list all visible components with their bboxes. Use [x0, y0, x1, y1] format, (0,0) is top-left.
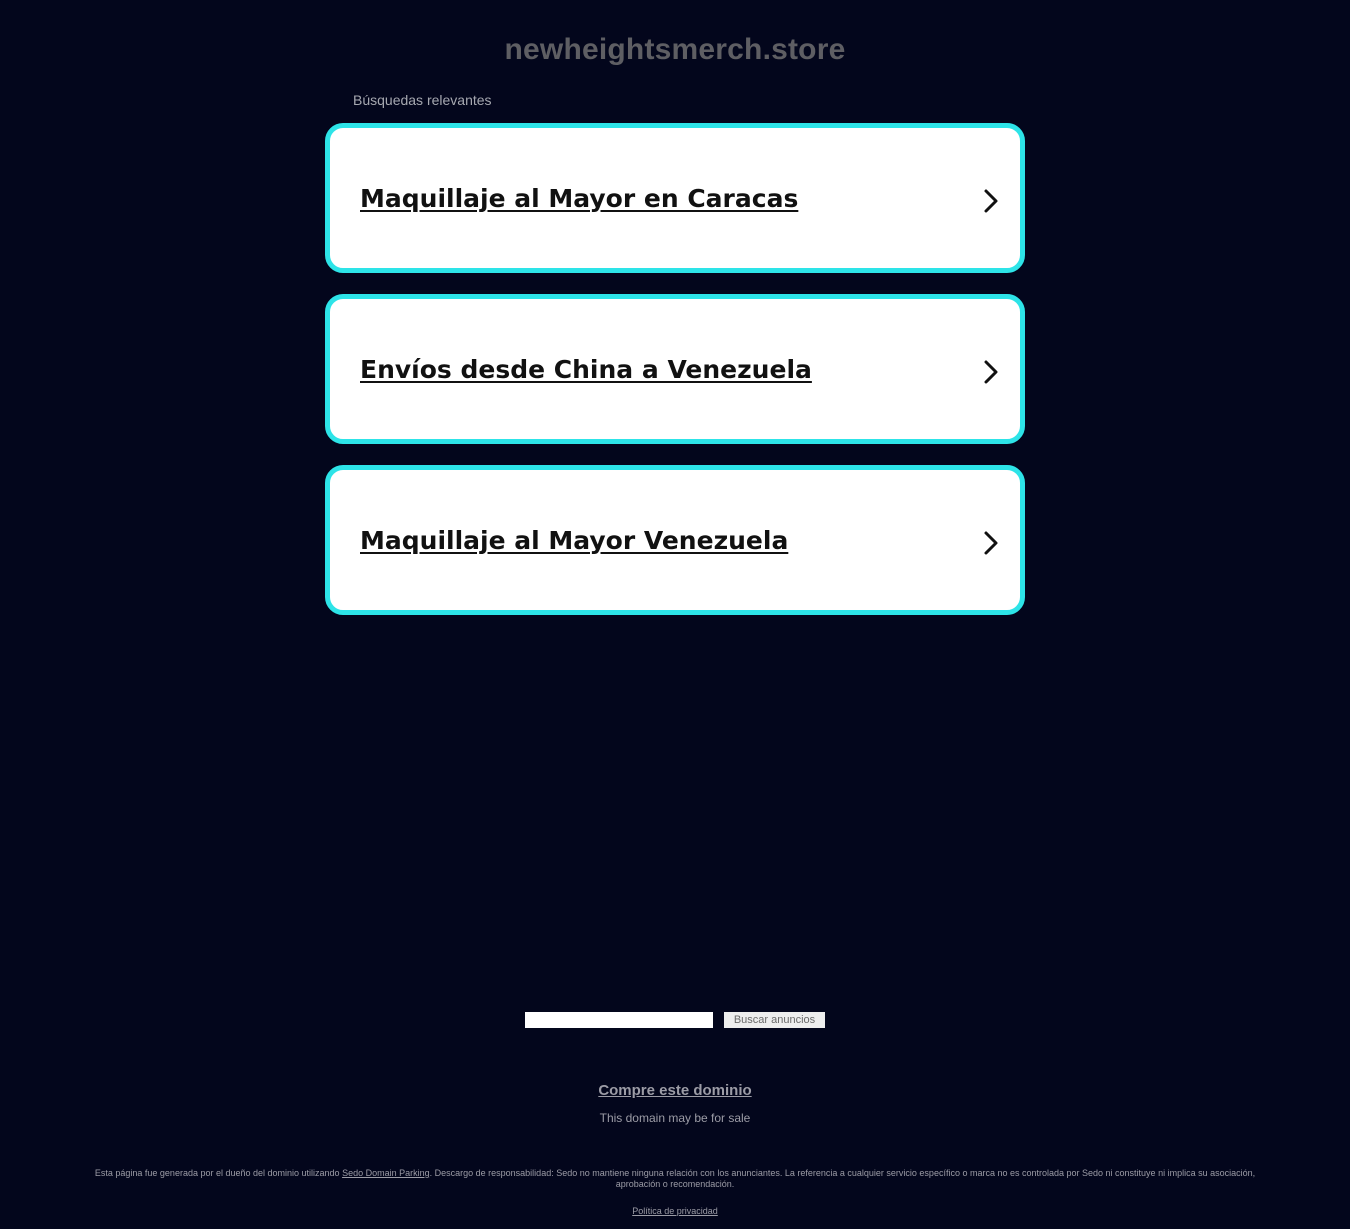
related-link-card-3[interactable] [325, 465, 1025, 615]
related-link-card-2[interactable] [325, 294, 1025, 444]
privacy-section [0, 1206, 1350, 1216]
chevron-right-icon [980, 359, 1002, 385]
disclaimer-prefix: Esta página fue generada por el dueño del dominio utilizando [94, 1168, 343, 1178]
buy-domain-section [0, 1082, 1350, 1100]
chevron-right-icon [980, 188, 1002, 214]
chevron-right-icon [980, 530, 1002, 556]
related-link-card-1[interactable] [325, 123, 1025, 273]
related-link-label[interactable]: Envíos desde China a Venezuela [360, 355, 812, 384]
buy-domain-link[interactable]: Compre este dominio [598, 1082, 752, 1099]
related-searches-label: Búsquedas relevantes [353, 92, 492, 108]
domain-title: newheightsmerch.store [504, 33, 846, 66]
ad-search-input[interactable] [525, 1012, 713, 1028]
for-sale-text: This domain may be for sale [599, 1111, 751, 1125]
disclaimer-suffix: . Descargo de responsabilidad: Sedo no mantiene ninguna relación con los anunciantes. La referencia a cualquier servicio específico o marca no es controlada por Sedo ni constituye ni implica su asociación, aprobación o recomendación. [429, 1168, 1256, 1189]
privacy-policy-link[interactable]: Política de privacidad [632, 1206, 718, 1216]
related-link-label[interactable]: Maquillaje al Mayor Venezuela [360, 526, 789, 555]
related-link-label[interactable]: Maquillaje al Mayor en Caracas [360, 184, 799, 213]
disclaimer [75, 1168, 1275, 1190]
search-ads-button[interactable]: Buscar anuncios [724, 1012, 825, 1028]
ad-search-form [525, 1012, 825, 1028]
sedo-parking-link[interactable]: Sedo Domain Parking [342, 1168, 430, 1178]
